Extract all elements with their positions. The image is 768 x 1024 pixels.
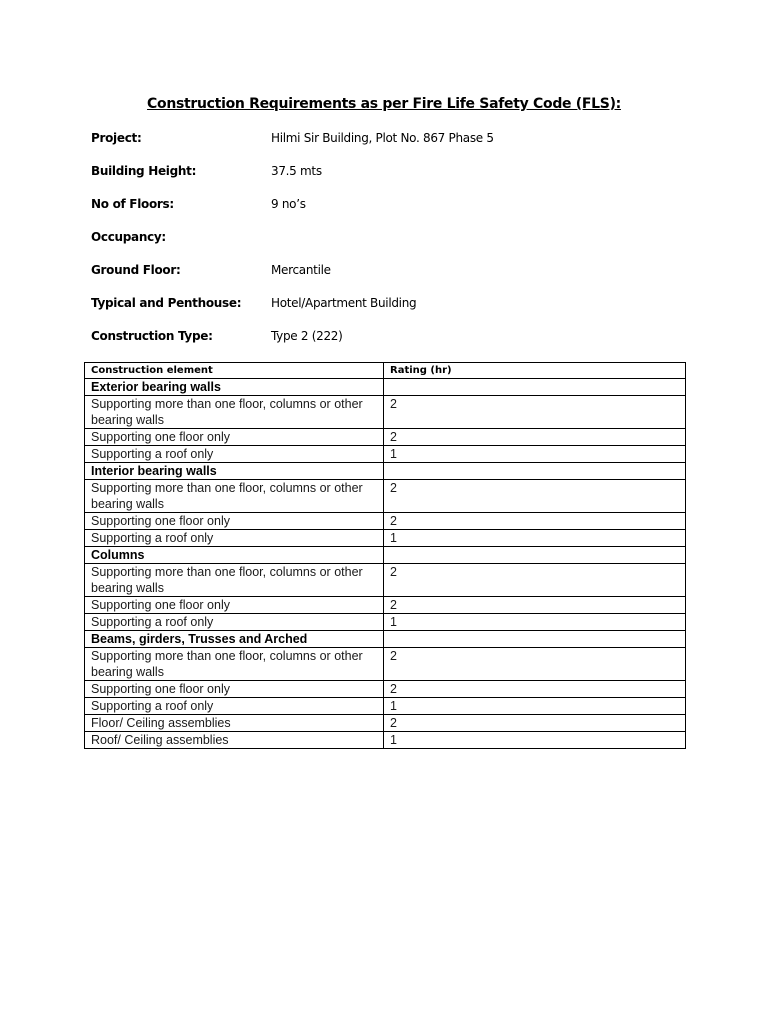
construction-element-cell: Supporting more than one floor, columns or other bearing walls xyxy=(85,564,384,597)
table-row xyxy=(85,681,686,698)
table-body xyxy=(85,379,686,749)
construction-element-cell: Supporting a roof only xyxy=(85,698,384,715)
info-value: Hotel/Apartment Building xyxy=(271,296,417,310)
construction-element-cell: Floor/ Ceiling assemblies xyxy=(85,715,384,732)
rating-cell: 2 xyxy=(384,396,686,429)
rating-cell: 2 xyxy=(384,715,686,732)
construction-element-cell: Supporting a roof only xyxy=(85,530,384,547)
rating-cell: 1 xyxy=(384,698,686,715)
table-row xyxy=(85,396,686,429)
column-header-element: Construction element xyxy=(85,363,384,379)
construction-element-cell: Beams, girders, Trusses and Arched xyxy=(85,631,384,648)
construction-element-cell: Columns xyxy=(85,547,384,564)
construction-element-cell: Supporting a roof only xyxy=(85,614,384,631)
table-row xyxy=(85,513,686,530)
rating-cell: 1 xyxy=(384,732,686,749)
construction-element-cell: Supporting one floor only xyxy=(85,429,384,446)
construction-element-cell: Supporting more than one floor, columns or other bearing walls xyxy=(85,648,384,681)
construction-element-cell: Supporting a roof only xyxy=(85,446,384,463)
info-value: 9 no’s xyxy=(271,197,306,211)
info-value: 37.5 mts xyxy=(271,164,322,178)
info-row-occupancy xyxy=(91,230,691,263)
table-section-row xyxy=(85,631,686,648)
rating-cell xyxy=(384,631,686,648)
info-label: Construction Type: xyxy=(91,329,213,343)
rating-cell xyxy=(384,379,686,396)
construction-element-cell: Supporting one floor only xyxy=(85,513,384,530)
table-row xyxy=(85,648,686,681)
rating-cell: 2 xyxy=(384,597,686,614)
table-row xyxy=(85,564,686,597)
rating-cell xyxy=(384,463,686,480)
info-row-project xyxy=(91,131,691,164)
info-label: Building Height: xyxy=(91,164,197,178)
info-row-building-height xyxy=(91,164,691,197)
info-value: Mercantile xyxy=(271,263,331,277)
table-row xyxy=(85,530,686,547)
info-label: Project: xyxy=(91,131,142,145)
rating-cell xyxy=(384,547,686,564)
project-info xyxy=(91,131,691,362)
info-label: Occupancy: xyxy=(91,230,166,244)
rating-cell: 1 xyxy=(384,614,686,631)
table-header-row xyxy=(85,363,686,379)
table-section-row xyxy=(85,547,686,564)
table-row xyxy=(85,446,686,463)
rating-cell: 2 xyxy=(384,480,686,513)
table-row xyxy=(85,715,686,732)
table-section-row xyxy=(85,379,686,396)
construction-element-cell: Interior bearing walls xyxy=(85,463,384,480)
table-section-row xyxy=(85,463,686,480)
construction-element-cell: Exterior bearing walls xyxy=(85,379,384,396)
info-label: Typical and Penthouse: xyxy=(91,296,242,310)
info-row-ground-floor xyxy=(91,263,691,296)
info-row-floors xyxy=(91,197,691,230)
rating-cell: 2 xyxy=(384,564,686,597)
info-value: Type 2 (222) xyxy=(271,329,343,343)
info-label: Ground Floor: xyxy=(91,263,181,277)
construction-element-cell: Supporting one floor only xyxy=(85,597,384,614)
table-row xyxy=(85,597,686,614)
document-title: Construction Requirements as per Fire Life Safety Code (FLS): xyxy=(147,96,621,112)
table-row xyxy=(85,698,686,715)
rating-cell: 1 xyxy=(384,530,686,547)
table-row xyxy=(85,614,686,631)
info-row-typical-penthouse xyxy=(91,296,691,329)
info-row-construction-type xyxy=(91,329,691,362)
table-row xyxy=(85,732,686,749)
construction-element-cell: Roof/ Ceiling assemblies xyxy=(85,732,384,749)
rating-cell: 2 xyxy=(384,513,686,530)
construction-element-cell: Supporting one floor only xyxy=(85,681,384,698)
construction-element-cell: Supporting more than one floor, columns or other bearing walls xyxy=(85,396,384,429)
construction-element-cell: Supporting more than one floor, columns or other bearing walls xyxy=(85,480,384,513)
fire-rating-table xyxy=(84,362,686,749)
column-header-rating: Rating (hr) xyxy=(384,363,686,379)
table-row xyxy=(85,480,686,513)
rating-cell: 2 xyxy=(384,429,686,446)
rating-cell: 1 xyxy=(384,446,686,463)
table-row xyxy=(85,429,686,446)
info-label: No of Floors: xyxy=(91,197,174,211)
rating-cell: 2 xyxy=(384,648,686,681)
rating-cell: 2 xyxy=(384,681,686,698)
info-value: Hilmi Sir Building, Plot No. 867 Phase 5 xyxy=(271,131,494,145)
